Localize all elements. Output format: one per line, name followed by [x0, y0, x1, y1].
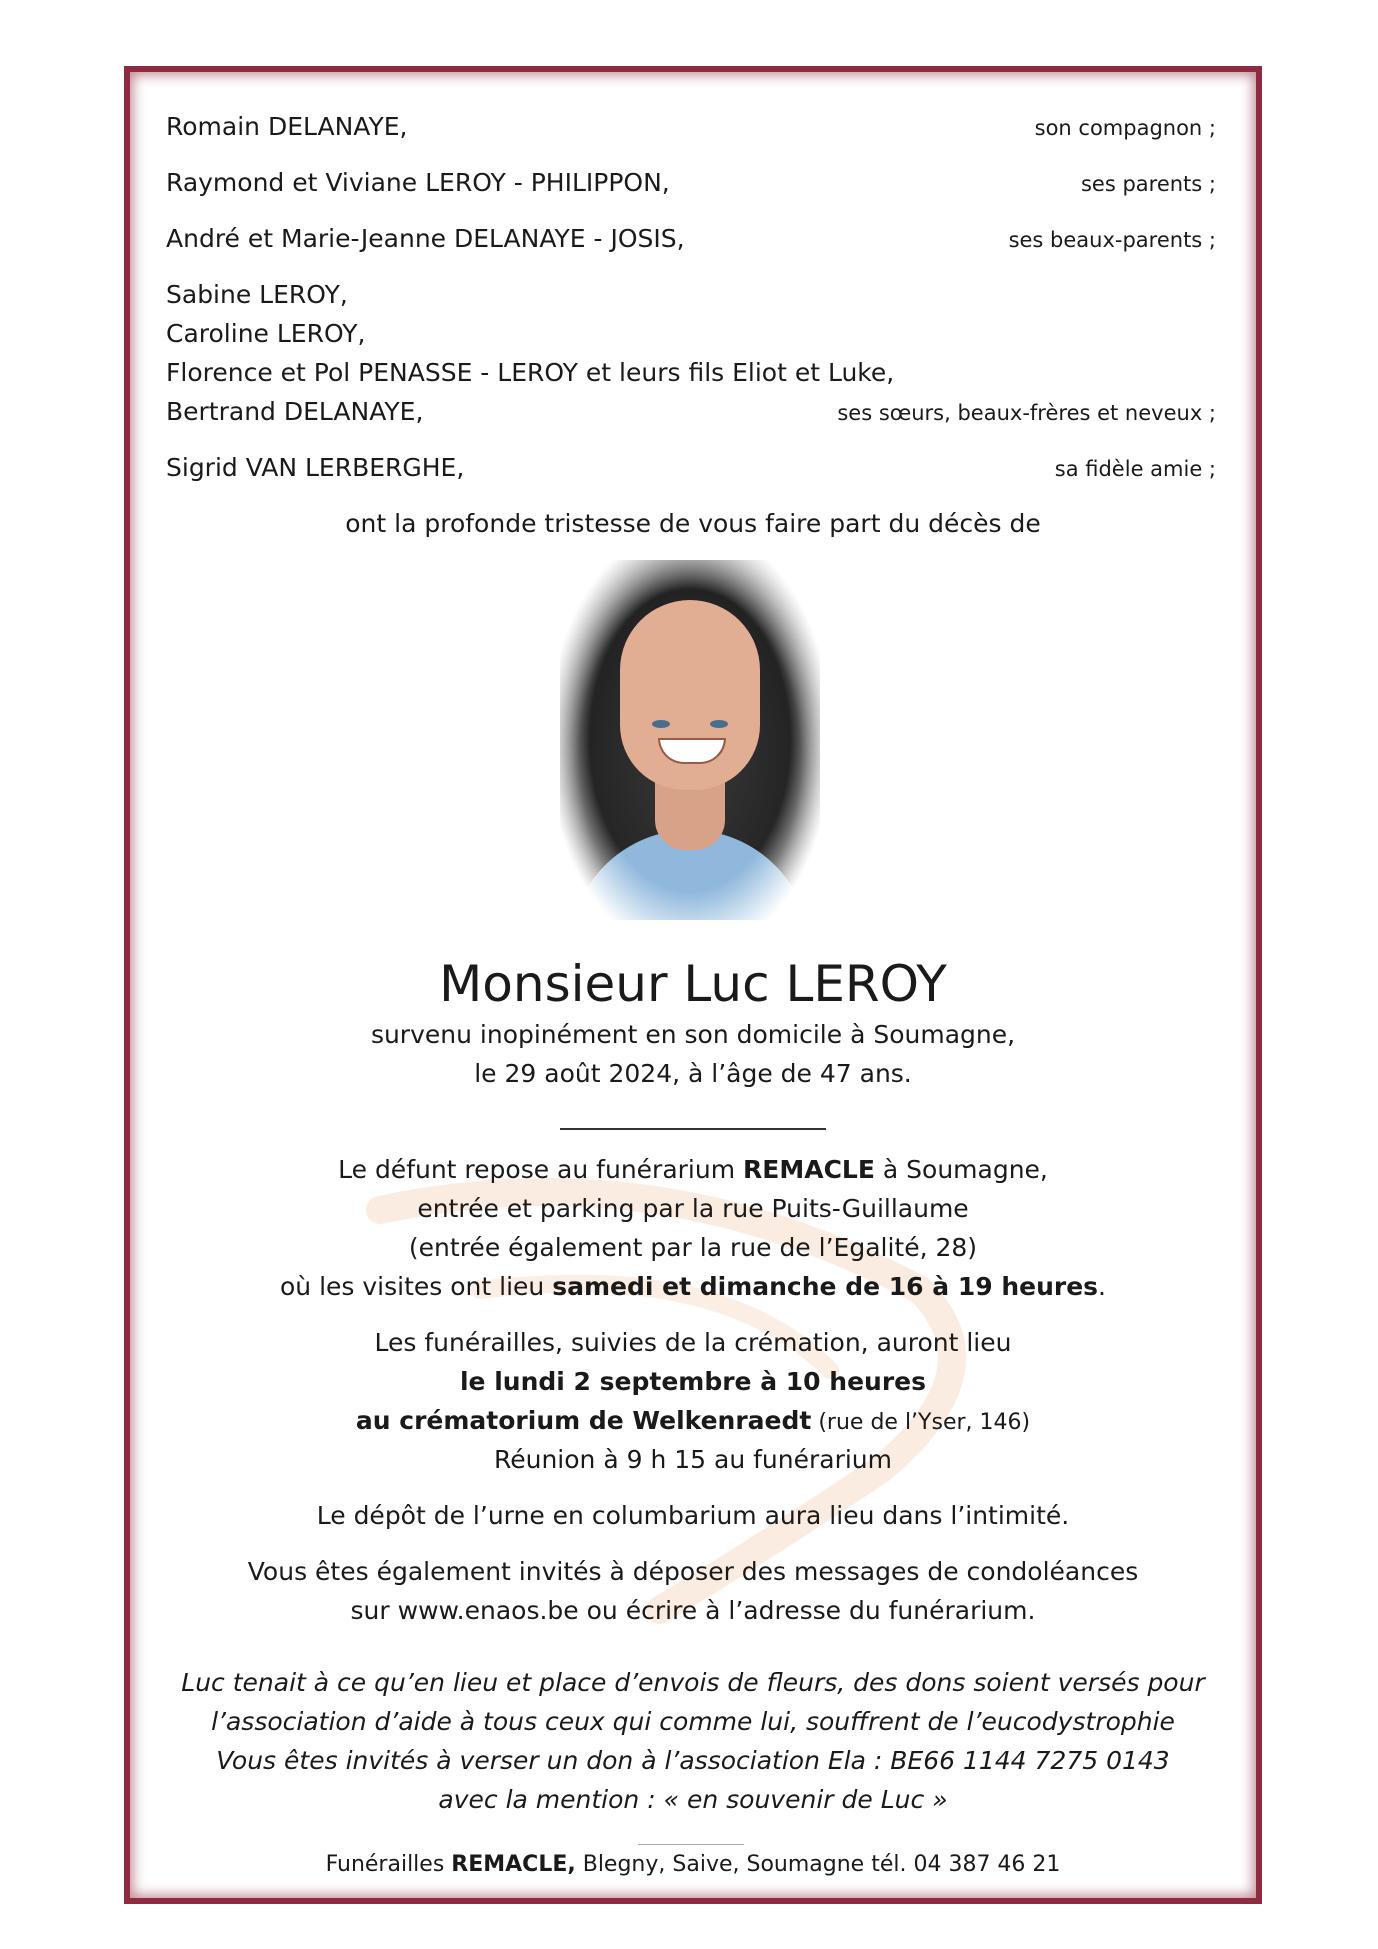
footer-funeral-home: Funérailles REMACLE, Blegny, Saive, Soumagne tél. 04 387 46 21 [325, 1852, 1061, 1877]
deceased-line: survenu inopinément en son domicile à Soumagne, [370, 1020, 1016, 1049]
family-name: André et Marie-Jeanne DELANAYE - JOSIS, [166, 224, 685, 253]
family-relation: ses parents ; [1080, 172, 1216, 196]
separator-rule [560, 1128, 826, 1130]
condolences-line: sur www.enaos.be ou écrire à l’adresse du funérarium. [350, 1596, 1036, 1625]
family-name: Raymond et Viviane LEROY - PHILIPPON, [166, 168, 670, 197]
family-relation: sa fidèle amie ; [1054, 457, 1216, 481]
funeral-meeting: Réunion à 9 h 15 au funérarium [493, 1445, 893, 1474]
urn-notice: Le dépôt de l’urne en columbarium aura lieu dans l’intimité. [316, 1501, 1070, 1530]
donation-line: Vous êtes invités à verser un don à l’association Ela : BE66 1144 7275 0143 [216, 1746, 1170, 1775]
announcement-intro: ont la profonde tristesse de vous faire part du décès de [345, 509, 1041, 538]
portrait-photo [560, 560, 820, 920]
deceased-name: Monsieur Luc LEROY [439, 955, 947, 1013]
visitation-line: Le défunt repose au funérarium REMACLE à Soumagne, [338, 1155, 1048, 1184]
sibling-line: Caroline LEROY, [166, 319, 366, 348]
family-name: Bertrand DELANAYE, [166, 397, 424, 426]
sibling-line: Sabine LEROY, [166, 280, 348, 309]
condolences-line: Vous êtes également invités à déposer des messages de condoléances [247, 1557, 1139, 1586]
funeral-line: Les funérailles, suivies de la crémation, auront lieu [374, 1328, 1012, 1357]
family-relation: ses beaux-parents ; [1008, 228, 1216, 252]
family-relation: ses sœurs, beaux-frères et neveux ; [837, 401, 1216, 425]
visitation-hours: où les visites ont lieu samedi et dimanche de 16 à 19 heures. [280, 1272, 1106, 1301]
footer-rule [638, 1844, 744, 1845]
deceased-line: le 29 août 2024, à l’âge de 47 ans. [474, 1059, 912, 1088]
visitation-line: (entrée également par la rue de l’Egalité, 28) [408, 1233, 978, 1262]
family-name: Sigrid VAN LERBERGHE, [166, 453, 465, 482]
family-name: Romain DELANAYE, [166, 112, 408, 141]
funeral-date: le lundi 2 septembre à 10 heures [459, 1367, 926, 1396]
family-relation: son compagnon ; [1034, 116, 1216, 140]
visitation-line: entrée et parking par la rue Puits-Guillaume [417, 1194, 969, 1223]
sibling-line: Florence et Pol PENASSE - LEROY et leurs fils Eliot et Luke, [166, 358, 895, 387]
donation-line: l’association d’aide à tous ceux qui comme lui, souffrent de l’eucodystrophie [211, 1707, 1175, 1736]
funeral-location: au crématorium de Welkenraedt (rue de l’Yser, 146) [355, 1406, 1031, 1435]
donation-line: Luc tenait à ce qu’en lieu et place d’envois de fleurs, des dons soient versés pour [181, 1668, 1205, 1697]
donation-line: avec la mention : « en souvenir de Luc » [438, 1785, 948, 1814]
